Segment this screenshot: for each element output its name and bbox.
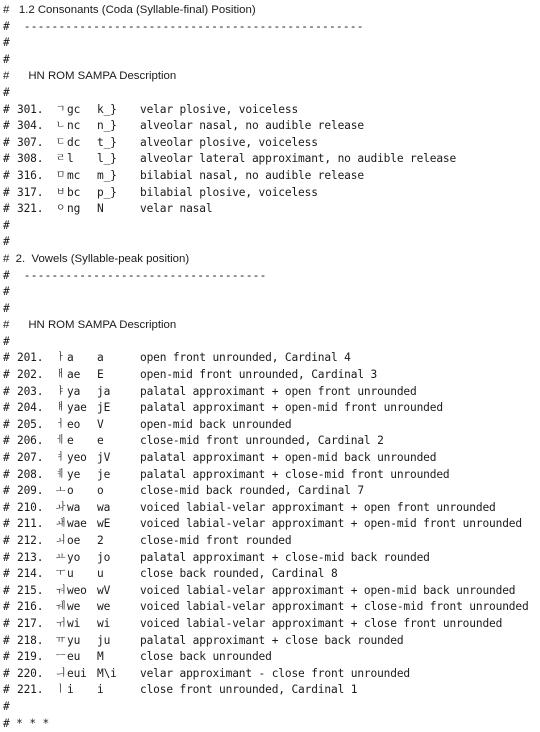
- table-row: [3, 201, 540, 218]
- table-row: [3, 367, 540, 384]
- romanization: ya: [67, 384, 81, 398]
- hangul-letter: ㅁ: [55, 169, 66, 181]
- hangul-letter: ㅜ: [55, 568, 66, 580]
- phonetic-description: close-mid front rounded: [140, 534, 292, 547]
- entry-number: 218.: [17, 633, 44, 647]
- entry-number: 308.: [17, 152, 44, 166]
- sampa-symbol: o: [97, 484, 104, 498]
- row-hash: #: [3, 567, 10, 581]
- table-row: [3, 102, 540, 119]
- hangul-letter: ㅖ: [55, 468, 66, 480]
- table-row: [3, 450, 540, 467]
- row-hash: #: [3, 467, 10, 481]
- entry-number: 316.: [17, 168, 44, 182]
- phonetic-description: open-mid front unrounded, Cardinal 3: [140, 368, 378, 382]
- hangul-letter: ㄷ: [55, 136, 66, 148]
- row-hash: #: [3, 119, 10, 133]
- row-hash: #: [3, 434, 10, 448]
- phonetic-description: alveolar plosive, voiceless: [140, 135, 318, 149]
- romanization: nc: [67, 119, 81, 133]
- sampa-symbol: m_}: [97, 168, 117, 182]
- phonetic-description: palatal approximant + close-mid back rounded: [140, 550, 430, 564]
- entry-number: 216.: [17, 600, 44, 614]
- entry-number: 317.: [17, 185, 44, 199]
- entry-number: 205.: [17, 417, 44, 431]
- romanization: yeo: [67, 451, 87, 465]
- hangul-letter: ㅘ: [55, 501, 66, 513]
- romanization: l: [67, 152, 74, 166]
- hangul-letter: ㅏ: [55, 352, 66, 364]
- blank-comment-line: #: [3, 301, 10, 315]
- phonetic-description: palatal approximant + close-mid front unrounded: [140, 467, 450, 481]
- phonetic-description: close front unrounded, Cardinal 1: [140, 683, 358, 697]
- sampa-symbol: je: [97, 467, 111, 481]
- phonetic-description: open front unrounded, Cardinal 4: [140, 351, 351, 365]
- entry-number: 304.: [17, 119, 44, 133]
- row-hash: #: [3, 135, 10, 149]
- row-hash: #: [3, 484, 10, 498]
- hangul-letter: ㅝ: [55, 584, 66, 596]
- hangul-letter: ㅒ: [55, 402, 66, 414]
- row-hash: #: [3, 102, 10, 116]
- hangul-letter: ㅂ: [55, 186, 66, 198]
- romanization: o: [67, 484, 74, 498]
- sampa-symbol: k_}: [97, 102, 117, 116]
- phonetic-description: alveolar lateral approximant, no audible release: [140, 152, 457, 166]
- table-row: [3, 500, 540, 517]
- phonetic-description: bilabial plosive, voiceless: [140, 185, 318, 199]
- romanization: e: [67, 434, 74, 448]
- entry-number: 210.: [17, 500, 44, 514]
- table-row: [3, 433, 540, 450]
- table-row: [3, 682, 540, 699]
- row-hash: #: [3, 550, 10, 564]
- table-row: [3, 350, 540, 367]
- phonetic-description: palatal approximant + open-mid front unrounded: [140, 401, 443, 415]
- hangul-letter: ㄹ: [55, 153, 66, 165]
- row-hash: #: [3, 650, 10, 664]
- table-row: [3, 550, 540, 567]
- blank-comment-line: #: [3, 285, 10, 299]
- romanization: bc: [67, 185, 81, 199]
- romanization: ae: [67, 368, 81, 382]
- section-1-table-header: # HN ROM SAMPA Description: [3, 70, 177, 83]
- consonant-table: [3, 102, 540, 218]
- table-row: [3, 649, 540, 666]
- entry-number: 221.: [17, 683, 44, 697]
- phonetic-description: close back rounded, Cardinal 8: [140, 567, 338, 581]
- row-hash: #: [3, 633, 10, 647]
- sampa-symbol: a: [97, 351, 104, 365]
- sampa-symbol: we: [97, 600, 111, 614]
- entry-number: 215.: [17, 583, 44, 597]
- entry-number: 307.: [17, 135, 44, 149]
- blank-comment-line: #: [3, 52, 10, 66]
- hangul-letter: ㅔ: [55, 435, 66, 447]
- sampa-symbol: t_}: [97, 135, 117, 149]
- entry-number: 219.: [17, 650, 44, 664]
- entry-number: 207.: [17, 451, 44, 465]
- section-2-table-header: # HN ROM SAMPA Description: [3, 319, 177, 332]
- sampa-symbol: p_}: [97, 185, 117, 199]
- entry-number: 214.: [17, 567, 44, 581]
- sampa-symbol: l_}: [97, 152, 117, 166]
- hangul-letter: ㅞ: [55, 601, 66, 613]
- entry-number: 217.: [17, 616, 44, 630]
- vowel-table: [3, 350, 540, 698]
- table-row: [3, 483, 540, 500]
- blank-comment-line: #: [3, 218, 10, 232]
- table-row: [3, 168, 540, 185]
- entry-number: 220.: [17, 666, 44, 680]
- hangul-letter: ㅠ: [55, 634, 66, 646]
- entry-number: 213.: [17, 550, 44, 564]
- romanization: yae: [67, 401, 87, 415]
- blank-comment-line: #: [3, 699, 10, 713]
- romanization: i: [67, 683, 74, 697]
- phonetic-description: bilabial nasal, no audible release: [140, 168, 364, 182]
- entry-number: 203.: [17, 384, 44, 398]
- sampa-symbol: ja: [97, 384, 111, 398]
- phonetic-description: voiced labial-velar approximant + open front unrounded: [140, 500, 496, 514]
- romanization: eu: [67, 650, 81, 664]
- hangul-letter: ㄴ: [55, 120, 66, 132]
- phonetic-description: velar nasal: [140, 202, 213, 216]
- blank-comment-line: #: [3, 235, 10, 249]
- footer-line: # * * *: [3, 716, 50, 730]
- romanization: ye: [67, 467, 81, 481]
- phonetic-description: palatal approximant + open front unrounded: [140, 384, 417, 398]
- hangul-letter: ㅗ: [55, 485, 66, 497]
- romanization: oe: [67, 534, 81, 547]
- blank-comment-line: #: [3, 36, 10, 50]
- sampa-symbol: e: [97, 434, 104, 448]
- row-hash: #: [3, 168, 10, 182]
- sampa-symbol: N: [97, 202, 104, 216]
- table-row: [3, 417, 540, 434]
- romanization: mc: [67, 168, 81, 182]
- section-1-title: # 1.2 Consonants (Coda (Syllable-final) Position): [3, 4, 256, 16]
- row-hash: #: [3, 683, 10, 697]
- table-row: [3, 467, 540, 484]
- row-hash: #: [3, 351, 10, 365]
- phonetic-description: voiced labial-velar approximant + close-mid front unrounded: [140, 600, 529, 614]
- entry-number: 209.: [17, 484, 44, 498]
- table-row: [3, 583, 540, 600]
- section-2-rule: # -----------------------------------: [3, 268, 267, 282]
- hangul-letter: ㅛ: [55, 551, 66, 563]
- entry-number: 208.: [17, 467, 44, 481]
- entry-number: 206.: [17, 434, 44, 448]
- hangul-letter: ㅢ: [55, 667, 66, 679]
- table-row: [3, 616, 540, 633]
- hangul-letter: ㅕ: [55, 452, 66, 464]
- entry-number: 321.: [17, 202, 44, 216]
- table-row: [3, 566, 540, 583]
- phonetic-description: alveolar nasal, no audible release: [140, 119, 364, 133]
- table-row: [3, 135, 540, 152]
- phonetic-description: palatal approximant + open-mid back unrounded: [140, 451, 437, 465]
- sampa-symbol: E: [97, 368, 104, 382]
- row-hash: #: [3, 517, 10, 531]
- blank-comment-line: #: [3, 334, 10, 348]
- hangul-letter: ㅚ: [55, 535, 66, 546]
- phonetic-description: open-mid back unrounded: [140, 417, 292, 431]
- romanization: yu: [67, 633, 81, 647]
- romanization: dc: [67, 135, 81, 149]
- entry-number: 202.: [17, 368, 44, 382]
- table-row: [3, 400, 540, 417]
- entry-number: 204.: [17, 401, 44, 415]
- row-hash: #: [3, 500, 10, 514]
- phonetic-description: velar plosive, voiceless: [140, 102, 299, 116]
- hangul-letter: ㅟ: [55, 617, 66, 629]
- phonetic-description: voiced labial-velar approximant + close front unrounded: [140, 616, 503, 630]
- sampa-symbol: wi: [97, 616, 111, 630]
- phonetic-description: close-mid back rounded, Cardinal 7: [140, 484, 364, 498]
- phonetic-description: close-mid front unrounded, Cardinal 2: [140, 434, 384, 448]
- romanization: u: [67, 567, 74, 581]
- row-hash: #: [3, 583, 10, 597]
- entry-number: 201.: [17, 351, 44, 365]
- romanization: wa: [67, 500, 81, 514]
- hangul-letter: ㅓ: [55, 418, 66, 430]
- romanization: eui: [67, 666, 87, 680]
- romanization: gc: [67, 102, 81, 116]
- sampa-symbol: u: [97, 567, 104, 581]
- row-hash: #: [3, 600, 10, 614]
- row-hash: #: [3, 185, 10, 199]
- hangul-letter: ㅡ: [55, 651, 66, 663]
- row-hash: #: [3, 451, 10, 465]
- entry-number: 211.: [17, 517, 44, 531]
- row-hash: #: [3, 666, 10, 680]
- table-row: [3, 599, 540, 616]
- table-row: [3, 533, 540, 550]
- romanization: wi: [67, 616, 81, 630]
- row-hash: #: [3, 616, 10, 630]
- hangul-letter: ㅑ: [55, 385, 66, 397]
- row-hash: #: [3, 368, 10, 382]
- phonetic-description: voiced labial-velar approximant + open-mid back unrounded: [140, 583, 516, 597]
- romanization: yo: [67, 550, 81, 564]
- table-row: [3, 185, 540, 202]
- sampa-symbol: ju: [97, 633, 111, 647]
- entry-number: 301.: [17, 102, 44, 116]
- sampa-symbol: wV: [97, 583, 111, 597]
- hangul-letter: ㅇ: [55, 203, 66, 215]
- phonetic-description: palatal approximant + close back rounded: [140, 633, 404, 647]
- table-row: [3, 384, 540, 401]
- row-hash: #: [3, 384, 10, 398]
- row-hash: #: [3, 417, 10, 431]
- romanization: wae: [67, 517, 87, 531]
- blank-comment-line: #: [3, 85, 10, 99]
- row-hash: #: [3, 401, 10, 415]
- entry-number: 212.: [17, 534, 44, 547]
- row-hash: #: [3, 202, 10, 216]
- romanization: weo: [67, 583, 87, 597]
- hangul-letter: ㄱ: [55, 103, 66, 115]
- sampa-symbol: jV: [97, 451, 111, 465]
- sampa-symbol: wE: [97, 517, 111, 531]
- section-2-title: # 2. Vowels (Syllable-peak position): [3, 252, 190, 265]
- row-hash: #: [3, 152, 10, 166]
- sampa-symbol: i: [97, 683, 104, 697]
- phonetic-description: velar approximant - close front unrounded: [140, 666, 411, 680]
- table-row: [3, 516, 540, 533]
- phonetic-description: close back unrounded: [140, 650, 272, 664]
- phonetic-description: voiced labial-velar approximant + open-mid front unrounded: [140, 517, 522, 531]
- hangul-letter: ㅣ: [55, 684, 66, 696]
- sampa-symbol: jo: [97, 550, 111, 564]
- table-row: [3, 633, 540, 650]
- sampa-symbol: wa: [97, 500, 111, 514]
- hangul-letter: ㅐ: [55, 369, 66, 381]
- section-1-rule: # -------------------------------------------------: [3, 19, 364, 33]
- hangul-letter: ㅙ: [55, 518, 66, 530]
- romanization: we: [67, 600, 81, 614]
- sampa-symbol: V: [97, 417, 104, 431]
- romanization: ng: [67, 202, 81, 216]
- romanization: eo: [67, 417, 81, 431]
- sampa-symbol: 2: [97, 534, 104, 547]
- sampa-symbol: M: [97, 650, 104, 664]
- table-row: [3, 118, 540, 135]
- row-hash: #: [3, 534, 10, 547]
- sampa-symbol: n_}: [97, 119, 117, 133]
- romanization: a: [67, 351, 74, 365]
- sampa-symbol: M\i: [97, 666, 117, 680]
- table-row: [3, 151, 540, 168]
- sampa-symbol: jE: [97, 401, 111, 415]
- table-row: [3, 666, 540, 683]
